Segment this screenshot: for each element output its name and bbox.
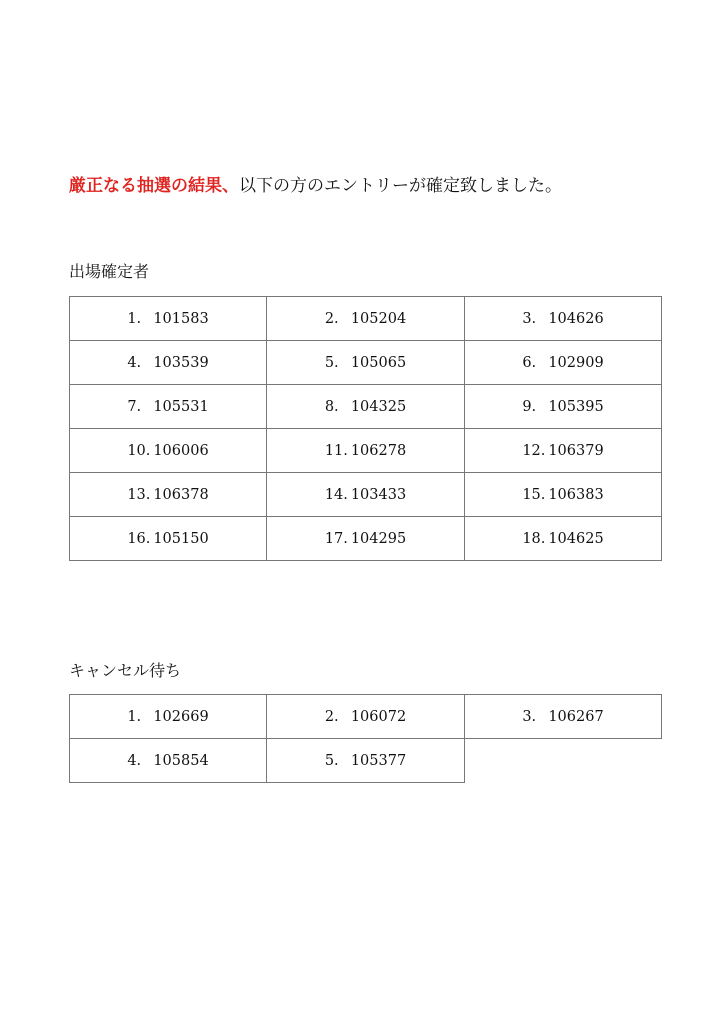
confirmed-cell	[267, 385, 465, 429]
entry-number: 10.	[127, 442, 151, 459]
entry-id: 106278	[350, 442, 407, 459]
entry-id: 106267	[548, 708, 604, 725]
entry-number: 7.	[127, 398, 142, 415]
confirmed-cell	[465, 297, 662, 341]
entry-id: 105065	[350, 354, 407, 371]
confirmed-cell	[267, 517, 465, 561]
waitlist-cell	[70, 739, 267, 783]
entry-id: 103433	[350, 486, 407, 503]
entry-id: 105531	[153, 398, 209, 415]
entry-number: 17.	[324, 530, 348, 547]
entry-id: 104625	[548, 530, 604, 547]
entry-number: 2.	[324, 310, 339, 327]
waitlist-table	[69, 694, 662, 783]
entry-id: 106072	[350, 708, 407, 725]
waitlist-cell	[465, 695, 662, 739]
announcement-text: 以下の方のエントリーが確定致しました。	[239, 176, 562, 196]
confirmed-heading: 出場確定者	[69, 262, 150, 281]
confirmed-cell	[70, 385, 267, 429]
entry-number: 5.	[324, 354, 339, 371]
confirmed-cell	[70, 473, 267, 517]
entry-number: 6.	[522, 354, 537, 371]
waitlist-cell	[267, 739, 465, 783]
confirmed-cell	[70, 297, 267, 341]
entry-id: 104295	[350, 530, 407, 547]
entry-id: 101583	[153, 310, 209, 327]
empty-cell	[466, 740, 663, 784]
entry-id: 102669	[153, 708, 209, 725]
entry-number: 11.	[324, 442, 348, 459]
entry-id: 106383	[548, 486, 604, 503]
entry-id: 105377	[350, 752, 407, 769]
entry-number: 3.	[522, 310, 537, 327]
entry-number: 16.	[127, 530, 151, 547]
entry-number: 13.	[127, 486, 151, 503]
entry-number: 1.	[127, 310, 142, 327]
entry-id: 106006	[153, 442, 209, 459]
confirmed-cell	[465, 385, 662, 429]
entry-id: 105395	[548, 398, 604, 415]
entry-number: 5.	[324, 752, 339, 769]
confirmed-cell	[70, 341, 267, 385]
entry-id: 105854	[153, 752, 209, 769]
entry-number: 14.	[324, 486, 348, 503]
confirmed-cell	[465, 341, 662, 385]
confirmed-cell	[267, 429, 465, 473]
confirmed-cell	[465, 473, 662, 517]
confirmed-cell	[465, 429, 662, 473]
waitlist-cell	[267, 695, 465, 739]
entry-number: 2.	[324, 708, 339, 725]
entry-number: 12.	[522, 442, 546, 459]
entry-id: 104626	[548, 310, 604, 327]
entry-number: 18.	[522, 530, 546, 547]
entry-number: 1.	[127, 708, 142, 725]
result-announcement	[69, 172, 562, 200]
entry-number: 8.	[324, 398, 339, 415]
entry-id: 106379	[548, 442, 604, 459]
confirmed-cell	[267, 297, 465, 341]
confirmed-cell	[267, 473, 465, 517]
entry-number: 4.	[127, 354, 142, 371]
confirmed-cell	[70, 429, 267, 473]
confirmed-cell	[465, 517, 662, 561]
announcement-emphasis: 厳正なる抽選の結果、	[69, 176, 239, 196]
confirmed-cell	[267, 341, 465, 385]
entry-id: 106378	[153, 486, 209, 503]
entry-id: 105204	[350, 310, 407, 327]
entry-id: 103539	[153, 354, 209, 371]
confirmed-cell	[70, 517, 267, 561]
waitlist-cell	[70, 695, 267, 739]
entry-id: 102909	[548, 354, 604, 371]
entry-number: 9.	[522, 398, 537, 415]
entry-number: 15.	[522, 486, 546, 503]
entry-id: 105150	[153, 530, 209, 547]
entry-number: 3.	[522, 708, 537, 725]
waitlist-heading: キャンセル待ち	[69, 661, 182, 680]
confirmed-table	[69, 296, 662, 561]
entry-number: 4.	[127, 752, 142, 769]
entry-id: 104325	[350, 398, 407, 415]
